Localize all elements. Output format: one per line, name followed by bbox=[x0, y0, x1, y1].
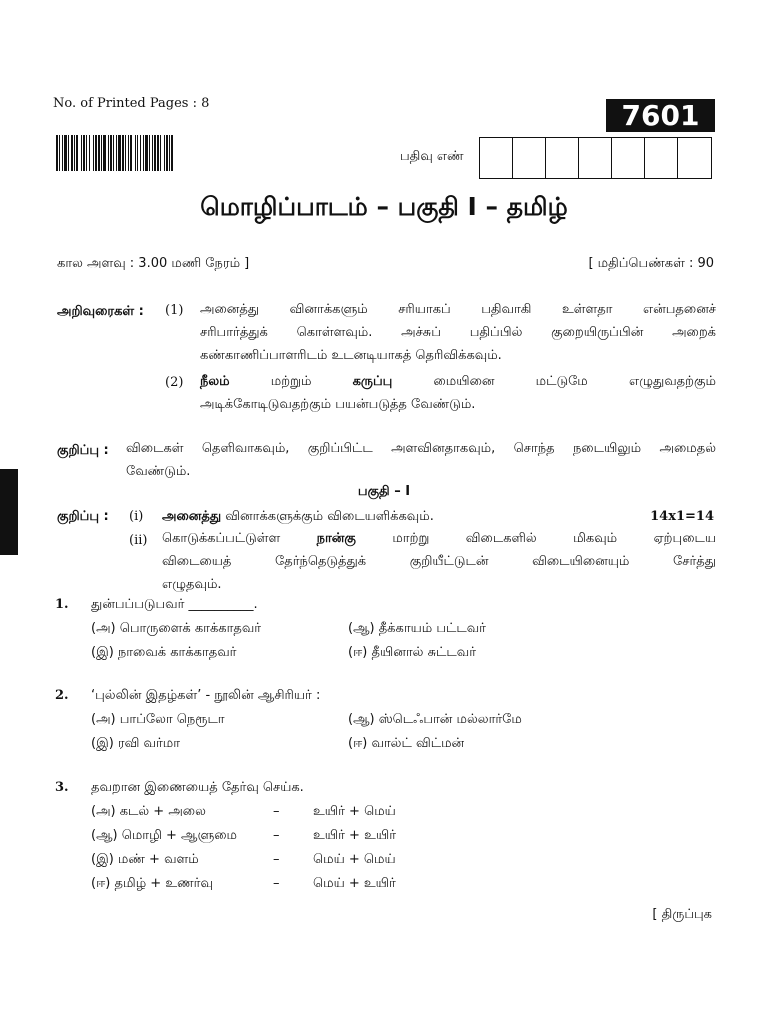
instruction-2-word-only: மட்டுமே bbox=[535, 374, 588, 389]
note-2-ii-line-1 bbox=[162, 527, 716, 550]
instruction-1-number: (1) bbox=[165, 303, 184, 318]
max-marks: [ மதிப்பெண்கள் : 90 bbox=[588, 256, 714, 271]
question-1-option-a[interactable]: (அ) பொருளைக் காக்காதவர் bbox=[91, 621, 262, 636]
instruction-2-word-blue: நீலம் bbox=[200, 374, 230, 389]
question-3-option-d-result: மெய் + உயிர் bbox=[313, 876, 396, 891]
question-2-option-c[interactable]: (இ) ரவி வர்மா bbox=[91, 736, 181, 751]
note-2-ii-line-3: எழுதவும். bbox=[162, 577, 222, 592]
question-3-option-a-dash: – bbox=[273, 804, 280, 819]
question-3-option-a[interactable]: (அ) கடல் + அலை bbox=[91, 804, 206, 819]
instruction-2-word-writing: எழுதுவதற்கும் bbox=[628, 374, 716, 389]
barcode bbox=[56, 135, 228, 171]
register-number-boxes[interactable] bbox=[479, 137, 712, 179]
note-1-line-2: வேண்டும். bbox=[126, 464, 191, 479]
question-1-option-c[interactable]: (இ) நாவைக் காக்காதவர் bbox=[91, 645, 237, 660]
question-1-number: 1. bbox=[55, 597, 69, 612]
note-2-label: குறிப்பு : bbox=[57, 509, 109, 524]
register-number-cell[interactable] bbox=[612, 138, 645, 178]
register-number-cell[interactable] bbox=[546, 138, 579, 178]
paper-code: 7601 bbox=[606, 99, 715, 132]
question-1-option-b[interactable]: (ஆ) தீக்காயம் பட்டவர் bbox=[348, 621, 486, 636]
instruction-2-word-black: கருப்பு bbox=[352, 374, 393, 389]
question-2-option-d[interactable]: (ஈ) வால்ட் விட்மன் bbox=[348, 736, 465, 751]
instruction-1-line-3: கண்காணிப்பாளரிடம் உடனடியாகத் தெரிவிக்கவும். bbox=[200, 348, 502, 363]
question-3-option-d[interactable]: (ஈ) தமிழ் + உணர்வு bbox=[91, 876, 213, 891]
instruction-2 bbox=[200, 370, 716, 416]
duration: கால அளவு : 3.00 மணி நேரம் ] bbox=[57, 256, 250, 271]
question-3-text: தவறான இணையைத் தேர்வு செய்க. bbox=[91, 780, 304, 795]
register-number-cell[interactable] bbox=[480, 138, 513, 178]
note-2-ii-number: (ii) bbox=[129, 533, 148, 548]
question-3-option-b[interactable]: (ஆ) மொழி + ஆளுமை bbox=[91, 828, 238, 843]
note-2-i bbox=[162, 509, 434, 525]
note-2-i-number: (i) bbox=[129, 509, 144, 524]
question-2-option-b[interactable]: (ஆ) ஸ்டெஃபான் மல்லார்மே bbox=[348, 712, 522, 727]
note-2-ii-line-2: விடையைத் தேர்ந்தெடுத்துக் குறியீட்டுடன் விடையினையும் சேர்த்து bbox=[162, 554, 716, 569]
question-2-option-a[interactable]: (அ) பாப்லோ நெரூடா bbox=[91, 712, 225, 727]
instruction-2-word-and: மற்றும் bbox=[270, 374, 312, 389]
question-3-option-c-result: மெய் + மெய் bbox=[313, 852, 396, 867]
question-3-option-d-dash: – bbox=[273, 876, 280, 891]
question-2-number: 2. bbox=[55, 688, 69, 703]
printed-pages: No. of Printed Pages : 8 bbox=[53, 96, 210, 111]
question-3-option-c[interactable]: (இ) மண் + வளம் bbox=[91, 852, 199, 867]
register-number-cell[interactable] bbox=[579, 138, 612, 178]
note-1-label: குறிப்பு : bbox=[57, 443, 109, 458]
margin-black-bar bbox=[0, 469, 18, 555]
note-2-i-bold: அனைத்து bbox=[162, 509, 222, 524]
question-1-text: துன்பப்படுபவர் __________. bbox=[91, 597, 258, 612]
note-2-i-rest: வினாக்களுக்கும் விடையளிக்கவும். bbox=[225, 509, 434, 524]
note-2-ii bbox=[162, 527, 716, 596]
register-number-label: பதிவு எண் bbox=[400, 149, 464, 164]
question-3-option-a-result: உயிர் + மெய் bbox=[313, 804, 396, 819]
note-2-ii-pre: கொடுக்கப்பட்டுள்ள bbox=[162, 531, 281, 546]
register-number-cell[interactable] bbox=[678, 138, 711, 178]
exam-title: மொழிப்பாடம் – பகுதி I – தமிழ் bbox=[200, 192, 568, 221]
instruction-2-line-2: அடிக்கோடிடுவதற்கும் பயன்படுத்த வேண்டும். bbox=[200, 397, 476, 412]
question-3-option-b-result: உயிர் + உயிர் bbox=[313, 828, 397, 843]
instruction-1-line-2: சரிபார்த்துக் கொள்ளவும். அச்சுப் பதிப்பில் குறையிருப்பின் அறைக் bbox=[200, 325, 716, 340]
register-number-cell[interactable] bbox=[645, 138, 678, 178]
instruction-1 bbox=[200, 298, 716, 367]
note-2-marks: 14x1=14 bbox=[650, 509, 714, 524]
note-2-ii-bold: நான்கு bbox=[316, 531, 356, 546]
instruction-2-word-ink: மையினை bbox=[433, 374, 495, 389]
turn-over: [ திருப்புக bbox=[652, 907, 712, 922]
instruction-2-number: (2) bbox=[165, 375, 184, 390]
question-3-option-c-dash: – bbox=[273, 852, 280, 867]
question-1-option-d[interactable]: (ஈ) தீயினால் சுட்டவர் bbox=[348, 645, 476, 660]
question-3-option-b-dash: – bbox=[273, 828, 280, 843]
register-number-cell[interactable] bbox=[513, 138, 546, 178]
part-heading: பகுதி – I bbox=[357, 484, 411, 499]
instructions-label: அறிவுரைகள் : bbox=[57, 304, 144, 319]
instruction-1-line-1: அனைத்து வினாக்களும் சரியாகப் பதிவாகி உள்ளதா என்பதனைச் bbox=[200, 302, 716, 317]
question-3-number: 3. bbox=[55, 780, 69, 795]
question-2-text: ‘புல்லின் இதழ்கள்’ - நூலின் ஆசிரியர் : bbox=[91, 688, 321, 703]
note-2-ii-post: மாற்று விடைகளில் மிகவும் ஏற்புடைய bbox=[392, 531, 717, 546]
note-1-line-1: விடைகள் தெளிவாகவும், குறிப்பிட்ட அளவினதாகவும், சொந்த நடையிலும் அமைதல் bbox=[126, 441, 716, 456]
note-1 bbox=[126, 437, 716, 483]
